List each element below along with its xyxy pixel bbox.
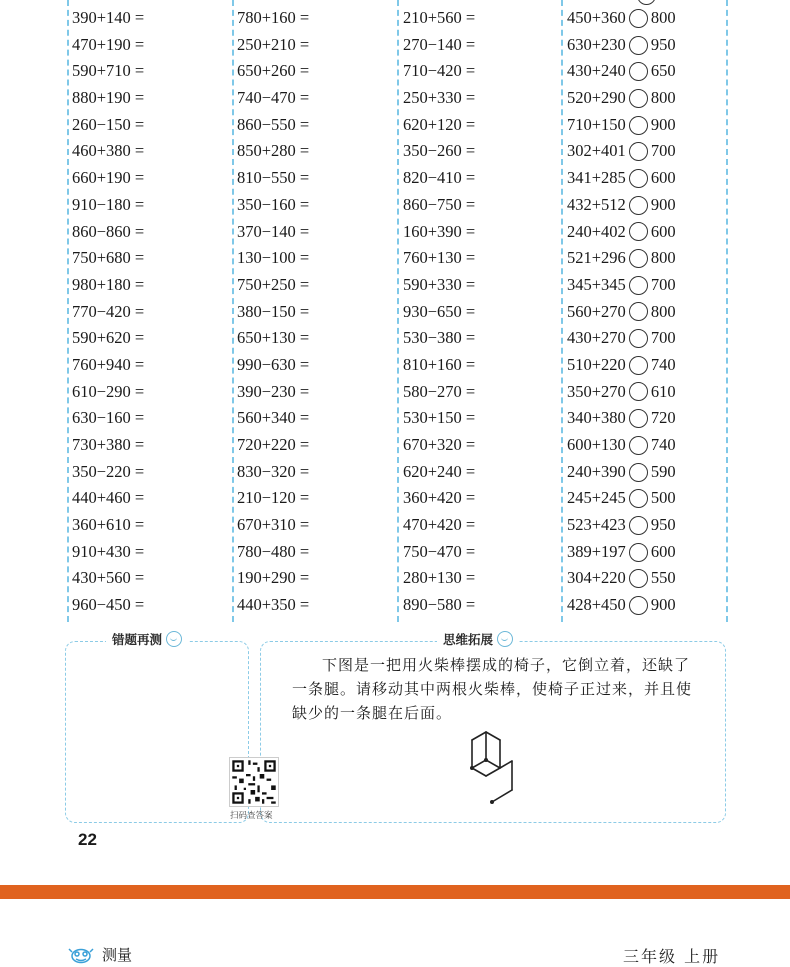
arithmetic-problem: 350−260 = (403, 141, 476, 161)
comparison-value: 500 (650, 488, 676, 508)
arithmetic-problem: 650+130 = (237, 328, 310, 348)
arithmetic-problem: 360+420 = (403, 488, 476, 508)
problem-text: 下图是一把用火柴棒摆成的椅子，它倒立着，还缺了一条腿。请移动其中两根火柴棒，使椅子正过来，并且使缺少的一条腿在后面。 (292, 656, 693, 722)
comparison-value: 720 (650, 408, 676, 428)
answer-circle[interactable] (629, 196, 648, 215)
arithmetic-problem: 620+120 = (403, 114, 476, 134)
comparison-expression: 430+240 (567, 61, 626, 81)
arithmetic-problem: 810−550 = (237, 168, 310, 188)
column-divider (397, 0, 399, 622)
arithmetic-problem: 590+330 = (403, 274, 476, 294)
comparison-value: 700 (650, 274, 676, 294)
mascot-icon (166, 631, 182, 647)
comparison-value: 650 (650, 61, 676, 81)
comparison-expression: 510+220 (567, 354, 626, 374)
answer-circle[interactable] (629, 169, 648, 188)
column-divider (561, 0, 563, 622)
arithmetic-problem: 360+610 = (72, 515, 145, 535)
comparison-value: 900 (650, 194, 676, 214)
review-box (65, 632, 249, 823)
comparison-problem (567, 192, 676, 219)
qr-label: 扫码查答案 (230, 811, 273, 821)
comparison-value: 740 (650, 354, 676, 374)
arithmetic-problem: 250+330 = (403, 88, 476, 108)
comparison-value: 700 (650, 328, 676, 348)
comparison-problem (567, 112, 676, 139)
comparison-expression: 240+402 (567, 221, 626, 241)
arithmetic-problem: 440+460 = (72, 488, 145, 508)
arithmetic-problem: 990−630 = (237, 354, 310, 374)
arithmetic-problem: 610−290 = (72, 381, 145, 401)
arithmetic-problem: 630−160 = (72, 408, 145, 428)
comparison-expression: 523+423 (567, 515, 626, 535)
arithmetic-problem: 760+130 = (403, 248, 476, 268)
arithmetic-problem: 860−750 = (403, 194, 476, 214)
comparison-value: 800 (650, 301, 676, 321)
arithmetic-problem: 260−150 = (72, 114, 145, 134)
comparison-expression: 710+150 (567, 114, 626, 134)
arithmetic-problem: 720+220 = (237, 435, 310, 454)
comparison-problem (567, 485, 676, 512)
footer-subject: 测量 (102, 946, 133, 964)
comparison-problem (567, 459, 676, 486)
comparison-value: 800 (650, 8, 676, 27)
problem-column-2 (237, 5, 309, 619)
arithmetic-problem: 440+350 = (237, 595, 310, 615)
comparison-problem (567, 352, 676, 379)
arithmetic-problem: 860−860 = (72, 221, 145, 241)
comparison-expression: 432+512 (567, 194, 626, 214)
arithmetic-problem: 980+180 = (72, 274, 145, 294)
answer-circle[interactable] (629, 9, 648, 28)
arithmetic-problem: 560+340 = (237, 408, 310, 428)
arithmetic-problem: 460+380 = (72, 141, 145, 161)
comparison-problem (567, 58, 676, 85)
answer-circle[interactable] (629, 62, 648, 81)
arithmetic-problem: 280+130 = (403, 568, 476, 588)
comparison-problem (567, 539, 676, 566)
arithmetic-problem: 270−140 = (403, 34, 476, 54)
arithmetic-problem: 930−650 = (403, 301, 476, 321)
arithmetic-problem: 580−270 = (403, 381, 476, 401)
comparison-expression: 428+450 (567, 595, 626, 615)
arithmetic-problem: 860−550 = (237, 114, 310, 134)
arithmetic-problem: 210−120 = (237, 488, 310, 508)
comparison-value: 600 (650, 168, 676, 188)
comparison-problem (567, 165, 676, 192)
qr-code-icon[interactable] (229, 757, 279, 807)
arithmetic-problem: 130−100 = (237, 248, 310, 268)
arithmetic-problem: 160+390 = (403, 221, 476, 241)
column-divider (726, 0, 728, 622)
comparison-expression: 560+270 (567, 301, 626, 321)
footer-band (0, 885, 790, 899)
comparison-value: 900 (650, 595, 676, 615)
arithmetic-problem: 470+190 = (72, 34, 145, 54)
arithmetic-problem: 750+680 = (72, 248, 145, 268)
answer-circle[interactable] (629, 569, 648, 588)
comparison-expression: 600+130 (567, 435, 626, 454)
comparison-expression: 520+290 (567, 88, 626, 108)
comparison-value: 610 (650, 381, 676, 401)
footer-grade: 三年级 上册 (623, 947, 721, 966)
arithmetic-problem: 210+560 = (403, 8, 476, 27)
arithmetic-problem: 880+190 = (72, 88, 145, 108)
comparison-value: 800 (650, 248, 676, 268)
arithmetic-problem: 530−380 = (403, 328, 476, 348)
arithmetic-problem: 810+160 = (403, 354, 476, 374)
review-box-title: 错题再测 (106, 630, 188, 648)
comparison-expression: 350+270 (567, 381, 626, 401)
arithmetic-problem: 530+150 = (403, 408, 476, 428)
arithmetic-problem: 670+310 = (237, 515, 310, 535)
comparison-value: 600 (650, 541, 676, 561)
comparison-expression: 450+360 (567, 8, 626, 27)
footer-left (68, 944, 132, 965)
answer-circle[interactable] (629, 463, 648, 482)
arithmetic-problem: 710−420 = (403, 61, 476, 81)
answer-circle[interactable] (629, 116, 648, 135)
arithmetic-problem: 620+240 = (403, 461, 476, 481)
comparison-expression: 304+220 (567, 568, 626, 588)
arithmetic-problem: 750+250 = (237, 274, 310, 294)
arithmetic-problem: 430+560 = (72, 568, 145, 588)
arithmetic-problem: 660+190 = (72, 168, 145, 188)
comparison-problem (567, 5, 676, 32)
arithmetic-problem: 910−180 = (72, 194, 145, 214)
comparison-problem (567, 299, 676, 326)
arithmetic-problem: 350−220 = (72, 461, 145, 481)
comparison-value: 700 (650, 141, 676, 161)
answer-circle[interactable] (629, 89, 648, 108)
arithmetic-problem: 780+160 = (237, 8, 310, 27)
comparison-expression: 521+296 (567, 248, 626, 268)
comparison-problem (567, 325, 676, 352)
comparison-problem (567, 512, 676, 539)
page-number: 22 (78, 830, 97, 849)
arithmetic-problem: 670+320 = (403, 435, 476, 454)
comparison-expression: 345+345 (567, 274, 626, 294)
answer-circle[interactable] (629, 302, 648, 321)
comparison-expression: 340+380 (567, 408, 626, 428)
comparison-expression: 341+285 (567, 168, 626, 188)
mascot-icon (497, 631, 513, 647)
comparison-problem (567, 245, 676, 272)
comparison-problem (567, 272, 676, 299)
answer-circle[interactable] (629, 543, 648, 562)
answer-circle[interactable] (629, 409, 648, 428)
answer-circle[interactable] (629, 356, 648, 375)
arithmetic-problem: 730+380 = (72, 435, 145, 454)
arithmetic-problem: 760+940 = (72, 354, 145, 374)
arithmetic-problem: 370−140 = (237, 221, 310, 241)
answer-circle[interactable] (629, 489, 648, 508)
comparison-problem (567, 379, 676, 406)
comparison-value: 550 (650, 568, 676, 588)
comparison-problem (567, 32, 676, 59)
arithmetic-problem: 890−580 = (403, 595, 476, 615)
answer-circle[interactable] (629, 596, 648, 615)
comparison-problem (567, 592, 676, 619)
comparison-value: 800 (650, 88, 676, 108)
answer-circle[interactable] (629, 382, 648, 401)
arithmetic-problem: 650+260 = (237, 61, 310, 81)
problem-column-1 (72, 5, 144, 619)
column-divider (67, 0, 69, 622)
answer-circle[interactable] (629, 276, 648, 295)
answer-circle[interactable] (629, 436, 648, 455)
arithmetic-problem: 770−420 = (72, 301, 145, 321)
comparison-problem (567, 565, 676, 592)
answer-circle[interactable] (629, 222, 648, 241)
arithmetic-problem: 910+430 = (72, 541, 145, 561)
comparison-expression: 302+401 (567, 141, 626, 161)
comparison-expression: 630+230 (567, 34, 626, 54)
comparison-value: 950 (650, 34, 676, 54)
arithmetic-problem: 380−150 = (237, 301, 310, 321)
arithmetic-problem: 390−230 = (237, 381, 310, 401)
column-divider (232, 0, 234, 622)
answer-circle[interactable] (629, 142, 648, 161)
thinking-box-title: 思维拓展 (437, 630, 519, 648)
arithmetic-problem: 350−160 = (237, 194, 310, 214)
problem-column-3 (403, 5, 475, 619)
comparison-expression: 240+390 (567, 461, 626, 481)
arithmetic-problem: 740−470 = (237, 88, 310, 108)
comparison-expression: 245+245 (567, 488, 626, 508)
arithmetic-problem: 830−320 = (237, 461, 310, 481)
arithmetic-problem: 590+710 = (72, 61, 145, 81)
matchstick-chair-figure (462, 728, 522, 808)
comparison-value: 590 (650, 461, 676, 481)
arithmetic-problem: 820−410 = (403, 168, 476, 188)
comparison-problem (567, 219, 676, 246)
comparison-expression: 430+270 (567, 328, 626, 348)
answer-circle[interactable] (629, 329, 648, 348)
answer-circle[interactable] (629, 516, 648, 535)
answer-circle[interactable] (629, 36, 648, 55)
comparison-value: 950 (650, 515, 676, 535)
arithmetic-problem: 960−450 = (72, 595, 145, 615)
arithmetic-problem: 850+280 = (237, 141, 310, 161)
arithmetic-problem: 590+620 = (72, 328, 145, 348)
comparison-column (567, 5, 676, 619)
comparison-value: 600 (650, 221, 676, 241)
answer-circle[interactable] (629, 249, 648, 268)
comparison-value: 900 (650, 114, 676, 134)
comparison-problem (567, 405, 676, 432)
comparison-problem (567, 85, 676, 112)
arithmetic-problem: 190+290 = (237, 568, 310, 588)
comparison-problem (567, 432, 676, 459)
arithmetic-problem: 390+140 = (72, 8, 145, 27)
comparison-problem (567, 138, 676, 165)
arithmetic-problem: 250+210 = (237, 34, 310, 54)
arithmetic-problem: 780−480 = (237, 541, 310, 561)
arithmetic-problem: 470+420 = (403, 515, 476, 535)
comparison-value: 740 (650, 435, 676, 454)
arithmetic-problem: 750−470 = (403, 541, 476, 561)
comparison-expression: 389+197 (567, 541, 626, 561)
